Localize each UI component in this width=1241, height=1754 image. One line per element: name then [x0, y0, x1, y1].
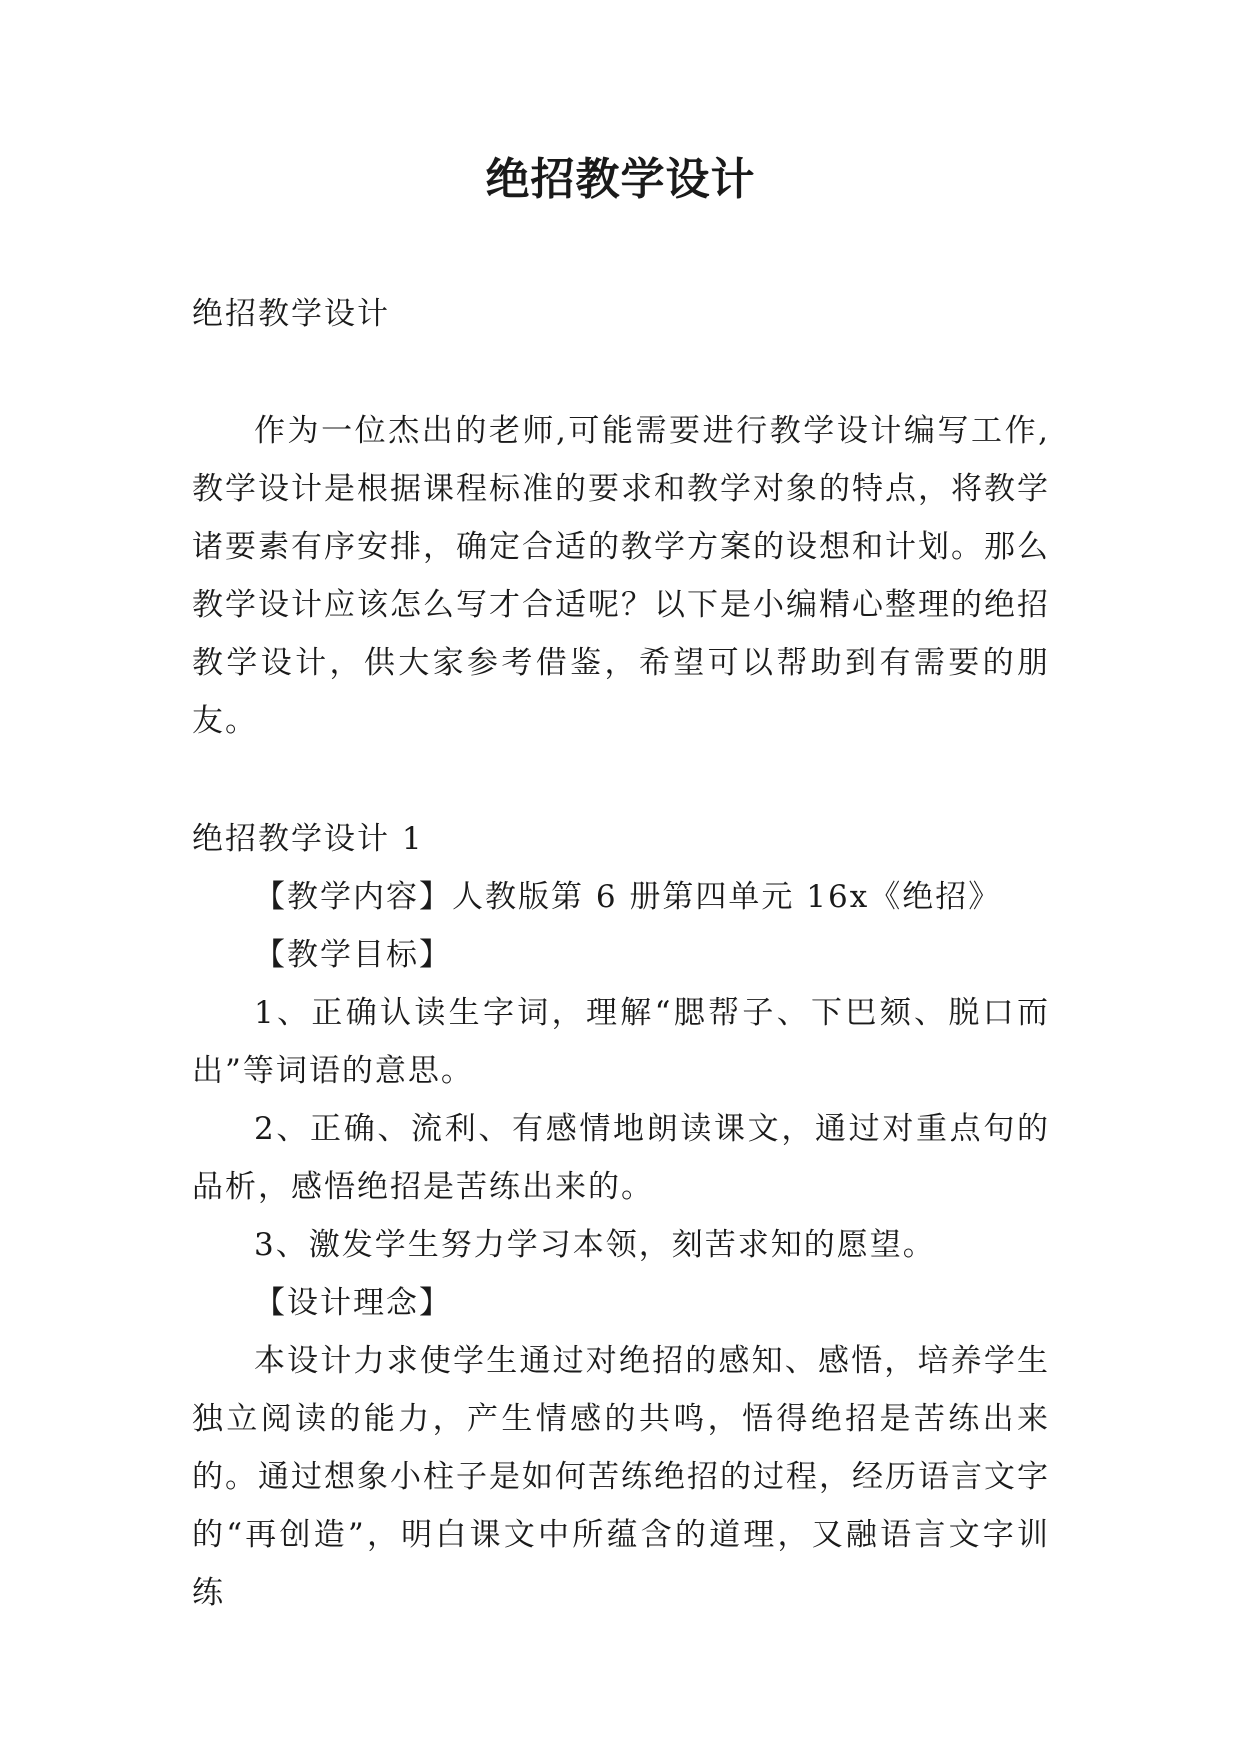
section-1: [192, 810, 1050, 1622]
document-title: 绝招教学设计: [485, 154, 756, 205]
paragraph-goal-2: 2、正确、流利、有感情地朗读课文，通过对重点句的品析，感悟绝招是苦练出来的。: [192, 1111, 1050, 1205]
paragraph-teaching-goals-heading: 【教学目标】: [254, 937, 452, 973]
intro-block: [192, 402, 1050, 750]
section-heading: 绝招教学设计 1: [192, 821, 424, 857]
paragraph-goal-1: 1、正确认读生字词，理解“腮帮子、下巴颏、脱口而出”等词语的意思。: [192, 995, 1050, 1089]
document-subtitle: 绝招教学设计: [192, 296, 390, 332]
intro-paragraph: 作为一位杰出的老师,可能需要进行教学设计编写工作,教学设计是根据课程标准的要求和教学对象的特点，将教学诸要素有序安排，确定合适的教学方案的设想和计划。那么教学设计应该怎么写才合适呢？以下是小编精心整理的绝招教学设计，供大家参考借鉴，希望可以帮助到有需要的朋友。: [192, 413, 1050, 739]
paragraph-design-concept: 本设计力求使学生通过对绝招的感知、感悟，培养学生独立阅读的能力，产生情感的共鸣，悟得绝招是苦练出来的。通过想象小柱子是如何苦练绝招的过程，经历语言文字的“再创造”，明白课文中所蕴含的道理，又融语言文字训练: [192, 1343, 1050, 1611]
paragraph-goal-3: 3、激发学生努力学习本领，刻苦求知的愿望。: [254, 1227, 936, 1263]
paragraph-teaching-content: 【教学内容】人教版第 6 册第四单元 16x《绝招》: [254, 879, 1002, 915]
paragraph-design-concept-heading: 【设计理念】: [254, 1285, 452, 1321]
